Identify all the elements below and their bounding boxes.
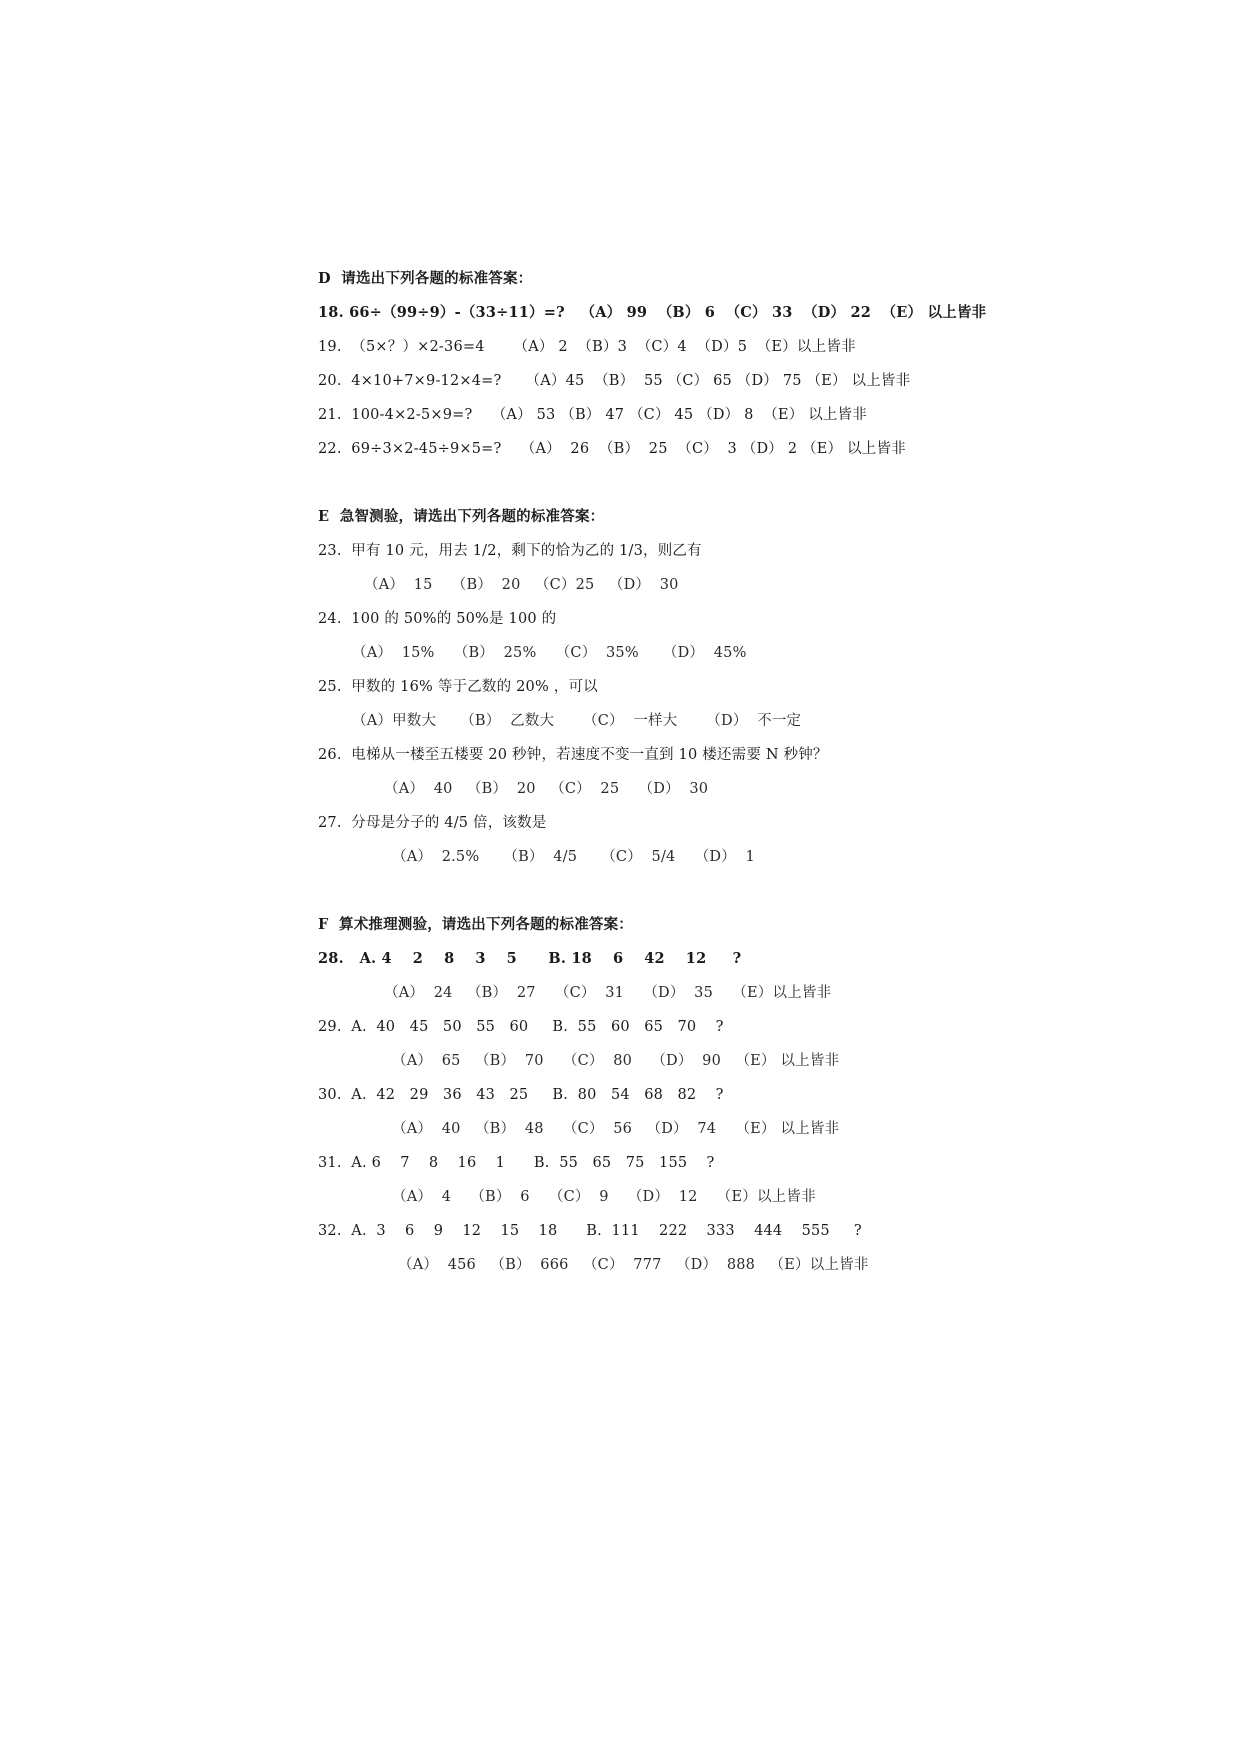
question-29: 29. A. 40 45 50 55 60 B. 55 60 65 70 ? xyxy=(318,1019,724,1035)
question-25: 25. 甲数的 16% 等于乙数的 20% ，可以 xyxy=(318,679,598,695)
question-23-options: （A） 15 （B） 20 （C）25 （D） 30 xyxy=(364,577,679,593)
question-24-options: （A） 15% （B） 25% （C） 35% （D） 45% xyxy=(352,645,747,661)
question-22: 22. 69÷3×2-45÷9×5=? （A） 26 （B） 25 （C） 3 （D） 2 （E） 以上皆非 xyxy=(318,441,906,457)
section-f-title: F 算术推理测验，请选出下列各题的标准答案： xyxy=(318,916,633,933)
question-18: 18. 66÷（99÷9）-（33÷11）=? （A） 99 （B） 6 （C） 33 （D） 22 （E） 以上皆非 xyxy=(318,304,987,321)
question-26: 26. 电梯从一楼至五楼要 20 秒钟，若速度不变一直到 10 楼还需要 N 秒钟？ xyxy=(318,747,828,763)
question-30: 30. A. 42 29 36 43 25 B. 80 54 68 82 ? xyxy=(318,1087,724,1103)
question-29-options: （A） 65 （B） 70 （C） 80 （D） 90 （E） 以上皆非 xyxy=(392,1053,840,1069)
question-23: 23. 甲有 10 元，用去 1/2，剩下的恰为乙的 1/3，则乙有 xyxy=(318,543,702,559)
question-27: 27. 分母是分子的 4/5 倍，该数是 xyxy=(318,815,547,831)
question-28-options: （A） 24 （B） 27 （C） 31 （D） 35 （E）以上皆非 xyxy=(384,985,832,1001)
question-26-options: （A） 40 （B） 20 （C） 25 （D） 30 xyxy=(384,781,709,797)
question-31: 31. A. 6 7 8 16 1 B. 55 65 75 155 ? xyxy=(318,1155,715,1171)
question-24: 24. 100 的 50%的 50%是 100 的 xyxy=(318,611,557,627)
question-30-options: （A） 40 （B） 48 （C） 56 （D） 74 （E） 以上皆非 xyxy=(392,1121,840,1137)
question-32-options: （A） 456 （B） 666 （C） 777 （D） 888 （E）以上皆非 xyxy=(398,1257,869,1273)
question-27-options: （A） 2.5% （B） 4/5 （C） 5/4 （D） 1 xyxy=(392,849,755,865)
question-28: 28. A. 4 2 8 3 5 B. 18 6 42 12 ? xyxy=(318,950,742,967)
section-e-title: E 急智测验，请选出下列各题的标准答案： xyxy=(318,508,605,525)
section-d-title: D 请选出下列各题的标准答案： xyxy=(318,270,533,287)
question-19: 19. （5×？）×2-36=4 （A） 2 （B）3 （C）4 （D）5 （E）以上皆非 xyxy=(318,339,856,355)
question-25-options: （A）甲数大 （B） 乙数大 （C） 一样大 （D） 不一定 xyxy=(352,713,802,729)
question-32: 32. A. 3 6 9 12 15 18 B. 111 222 333 444 555 ? xyxy=(318,1223,862,1239)
question-31-options: （A） 4 （B） 6 （C） 9 （D） 12 （E）以上皆非 xyxy=(392,1189,816,1205)
question-20: 20. 4×10+7×9-12×4=? （A）45 （B） 55 （C） 65 （D） 75 （E） 以上皆非 xyxy=(318,373,911,389)
question-21: 21. 100-4×2-5×9=? （A） 53 （B） 47 （C） 45 （D） 8 （E） 以上皆非 xyxy=(318,407,868,423)
